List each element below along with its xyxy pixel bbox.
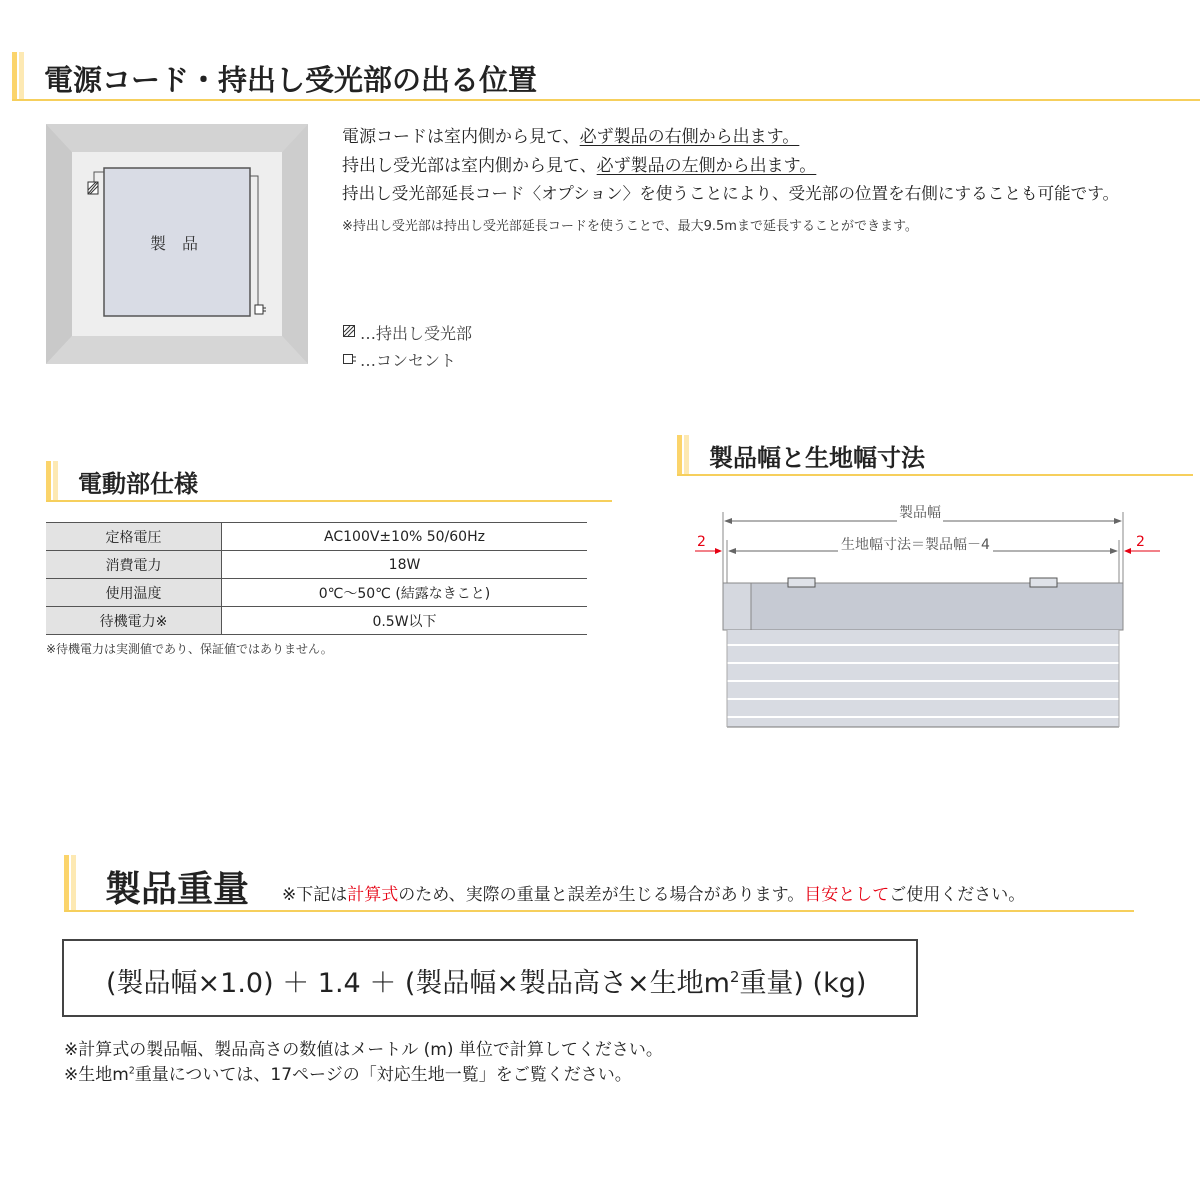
table-row bbox=[46, 551, 587, 579]
weight-note-1: ※計算式の製品幅、製品高さの数値はメートル (m) 単位で計算してください。 bbox=[64, 1040, 663, 1060]
legend-receiver-icon bbox=[343, 325, 355, 337]
section-spec-heading bbox=[46, 461, 66, 501]
fabric-width-label: 生地幅寸法＝製品幅－4 bbox=[838, 534, 993, 554]
head-rail bbox=[723, 583, 1123, 630]
outlet-icon bbox=[255, 305, 263, 314]
desc-line-1: 電源コードは室内側から見て、必ず製品の右側から出ます。 bbox=[342, 127, 800, 147]
right-gap-label: 2 bbox=[1136, 534, 1145, 550]
table-row bbox=[46, 523, 587, 551]
section-width-heading bbox=[677, 435, 697, 475]
weight-formula: (製品幅×1.0) ＋ 1.4 ＋ (製品幅×製品高さ×生地$m^2$重量) (kg) bbox=[106, 968, 867, 999]
spec-label: 定格電圧 bbox=[46, 523, 222, 551]
table-row bbox=[46, 607, 587, 635]
weight-note-2: ※生地$m^2$重量については、17ページの「対応生地一覧」をご覧ください。 bbox=[64, 1065, 632, 1085]
spec-value: 18W bbox=[222, 551, 588, 579]
spec-label: 待機電力※ bbox=[46, 607, 222, 635]
legend-outlet-label: …コンセント bbox=[360, 351, 457, 370]
spec-label: 消費電力 bbox=[46, 551, 222, 579]
spec-value: 0.5W以下 bbox=[222, 607, 588, 635]
legend-outlet-icon bbox=[343, 353, 357, 365]
section-title-width: 製品幅と生地幅寸法 bbox=[709, 444, 925, 472]
diagram-product-label: 製 品 bbox=[150, 234, 199, 253]
weight-notice: ※下記は計算式のため、実際の重量と誤差が生じる場合があります。目安としてご使用ください。 bbox=[282, 885, 1026, 905]
section-title-weight: 製品重量 bbox=[105, 869, 250, 910]
width-diagram bbox=[690, 495, 1170, 735]
section-weight-heading bbox=[64, 855, 84, 911]
product-width-label: 製品幅 bbox=[897, 502, 943, 522]
section-title-spec: 電動部仕様 bbox=[78, 470, 198, 498]
section-title-power-cord: 電源コード・持出し受光部の出る位置 bbox=[44, 63, 538, 97]
desc-note: ※持出し受光部は持出し受光部延長コードを使うことで、最大9.5mまで延長することができます。 bbox=[342, 219, 918, 234]
legend-receiver-label: …持出し受光部 bbox=[360, 324, 473, 343]
spec-value: 0℃～50℃ (結露なきこと) bbox=[222, 579, 588, 607]
desc-line-2: 持出し受光部は室内側から見て、必ず製品の左側から出ます。 bbox=[342, 156, 817, 176]
spec-label: 使用温度 bbox=[46, 579, 222, 607]
table-row bbox=[46, 579, 587, 607]
desc-line-3: 持出し受光部延長コード〈オプション〉を使うことにより、受光部の位置を右側にすることも可能です。 bbox=[342, 184, 1120, 203]
spec-note: ※待機電力は実測値であり、保証値ではありません。 bbox=[46, 642, 333, 656]
left-gap-label: 2 bbox=[697, 534, 706, 550]
spec-value: AC100V±10% 50/60Hz bbox=[222, 523, 588, 551]
pleated-fabric bbox=[727, 630, 1119, 727]
spec-table bbox=[46, 522, 587, 635]
weight-formula-box bbox=[62, 939, 918, 1017]
